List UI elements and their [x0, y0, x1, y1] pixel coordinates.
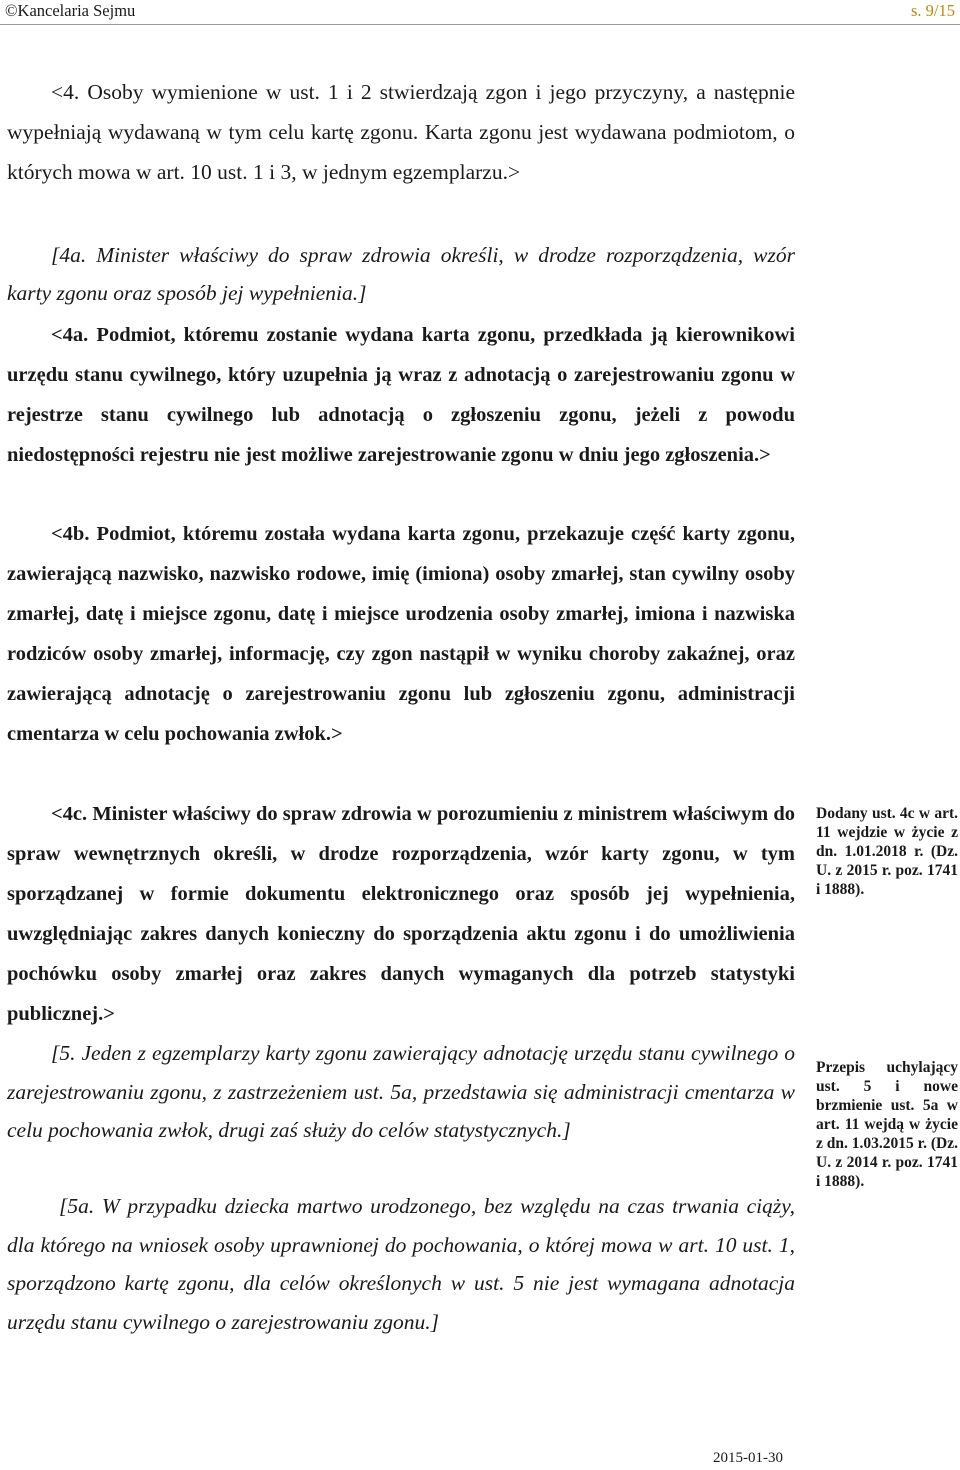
document-date: 2015-01-30	[713, 1450, 783, 1466]
paragraph-5a-text: [5a. W przypadku dziecka martwo urodzonego, bez względu na czas trwania ciąży, dla którego na wniosek osoby uprawnionej do pochowania, o której mowa w art. 10 ust. 1, sporządzono kartę zgonu, dla celów określonych w ust. 5 nie jest wymagana adnotacja urzędu stanu cywilnego o zarejestrowaniu zgonu.]	[7, 1194, 795, 1334]
paragraph-4	[7, 72, 795, 192]
paragraph-4c	[7, 794, 795, 1034]
paragraph-5a-repealed	[7, 1187, 795, 1341]
paragraph-5-text: [5. Jeden z egzemplarzy karty zgonu zawierający adnotację urzędu stanu cywilnego o zarejestrowaniu zgonu, z zastrzeżeniem ust. 5a, przedstawia się administracji cmentarza w celu pochowania zwłok, drugi zaś służy do celów statystycznych.]	[7, 1041, 795, 1142]
header-divider	[0, 24, 960, 25]
paragraph-4a	[7, 315, 795, 475]
paragraph-4b	[7, 514, 795, 754]
paragraph-4a-repealed-text: [4a. Minister właściwy do spraw zdrowia określi, w drodze rozporządzenia, wzór karty zgonu oraz sposób jej wypełnienia.]	[7, 243, 795, 305]
margin-note-4c	[816, 804, 958, 899]
paragraph-5-repealed	[7, 1034, 795, 1150]
margin-note-5	[816, 1058, 958, 1191]
margin-note-4c-text: Dodany ust. 4c w art. 11 wejdzie w życie z dn. 1.01.2018 r. (Dz. U. z 2015 r. poz. 1741 i 1888).	[816, 805, 958, 898]
paragraph-4a-repealed	[7, 236, 795, 312]
paragraph-4c-text: <4c. Minister właściwy do spraw zdrowia w porozumieniu z ministrem właściwym do spraw wewnętrznych określi, w drodze rozporządzenia, wzór karty zgonu, w tym sporządzanej w formie dokumentu elektronicznego oraz sposób jej wypełnienia, uwzględniając zakres danych konieczny do sporządzenia aktu zgonu i do umożliwienia pochówku osoby zmarłej oraz zakres danych wymaganych dla potrzeb statystyki publicznej.>	[7, 803, 795, 1025]
paragraph-4b-text: <4b. Podmiot, któremu została wydana karta zgonu, przekazuje część karty zgonu, zawierającą nazwisko, nazwisko rodowe, imię (imiona) osoby zmarłej, stan cywilny osoby zmarłej, datę i miejsce zgonu, datę i miejsce urodzenia osoby zmarłej, imiona i nazwiska rodziców osoby zmarłej, informację, czy zgon nastąpił w wyniku choroby zakaźnej, oraz zawierającą adnotację o zarejestrowaniu zgonu lub zgłoszeniu zgonu, administracji cmentarza w celu pochowania zwłok.>	[7, 523, 795, 745]
page-number: s. 9/15	[910, 1, 955, 20]
paragraph-4-text: <4. Osoby wymienione w ust. 1 i 2 stwierdzają zgon i jego przyczyny, a następnie wypełniają wydawaną w tym celu kartę zgonu. Karta zgonu jest wydawana podmiotom, o których mowa w art. 10 ust. 1 i 3, w jednym egzemplarzu.>	[7, 80, 795, 184]
page-header	[0, 0, 960, 26]
paragraph-4a-text: <4a. Podmiot, któremu zostanie wydana karta zgonu, przedkłada ją kierownikowi urzędu stanu cywilnego, który uzupełnia ją wraz z adnotacją o zarejestrowaniu zgonu w rejestrze stanu cywilnego lub adnotacją o zgłoszeniu zgonu, jeżeli z powodu niedostępności rejestru nie jest możliwe zarejestrowanie zgonu w dniu jego zgłoszenia.>	[7, 324, 795, 466]
publisher-label: ©Kancelaria Sejmu	[5, 1, 136, 20]
margin-note-5-text: Przepis uchylający ust. 5 i nowe brzmienie ust. 5a w art. 11 wejdą w życie z dn. 1.03.2015 r. (Dz. U. z 2014 r. poz. 1741 i 1888).	[816, 1059, 958, 1190]
